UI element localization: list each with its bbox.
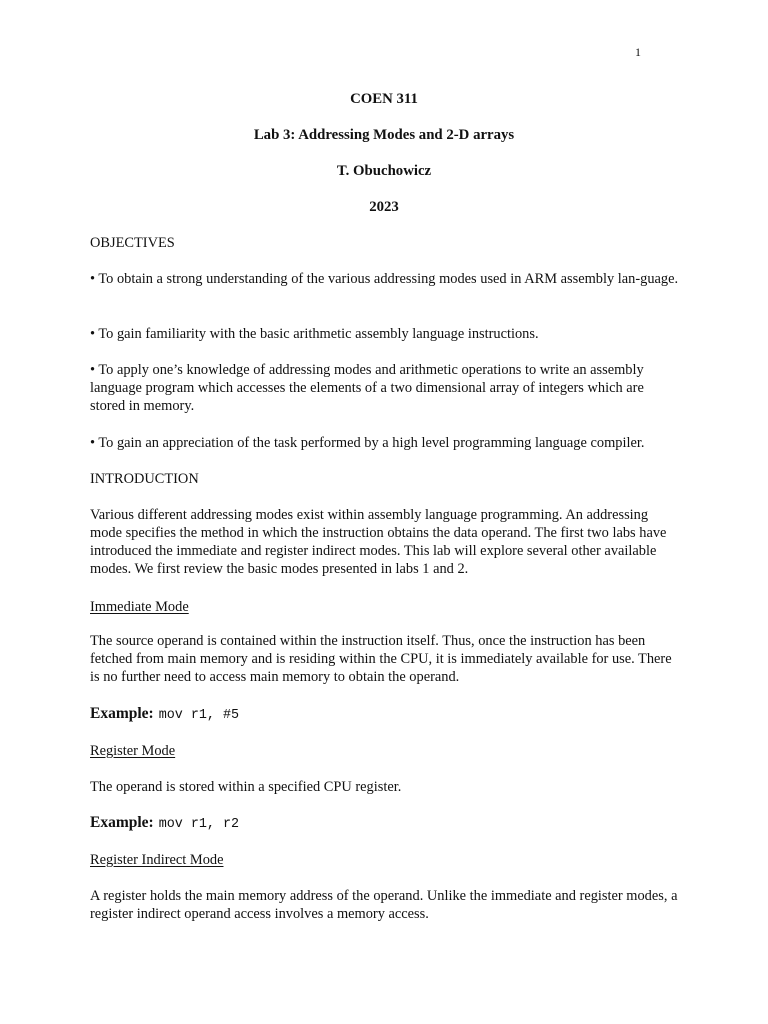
register-indirect-mode-description: A register holds the main memory address of the operand. Unlike the immediate and register modes, a register indirect operand access involves a memory access. [90,888,678,922]
immediate-mode-heading: Immediate Mode [90,599,189,615]
immediate-mode-example [90,705,239,725]
immediate-mode-description: The source operand is contained within the instruction itself. Thus, once the instruction has been fetched from main memory and is residing within the CPU, it is immediately available for use. There is no further need to access main memory to obtain the operand. [90,633,672,685]
author-name: T. Obuchowicz [336,163,432,179]
objective-item-1: • To obtain a strong understanding of the various addressing modes used in ARM assembly lan-guage. [90,271,679,287]
introduction-heading: INTRODUCTION [90,471,199,487]
register-mode-heading: Register Mode [90,743,176,759]
course-code: COEN 311 [350,91,418,107]
introduction-paragraph: Various different addressing modes exist within assembly language programming. An addressing mode specifies the method in which the instruction obtains the data operand. The first two labs have introduced the immediate and register indirect modes. This lab will explore several other available modes. We first review the basic modes presented in labs 1 and 2. [90,507,667,577]
example-code: mov r1, #5 [158,708,240,723]
objective-item-2: • To gain familiarity with the basic arithmetic assembly language instructions. [90,326,539,342]
register-indirect-mode-heading: Register Indirect Mode [90,852,224,868]
objective-item-3: • To apply one’s knowledge of addressing modes and arithmetic operations to write an assembly language program which accesses the elements of a two dimensional array of integers which are stored in memory. [90,362,644,414]
objectives-heading: OBJECTIVES [90,235,175,251]
page-number: 1 [635,45,641,59]
example-label: Example: [90,814,154,831]
register-mode-description: The operand is stored within a specified CPU register. [90,779,402,795]
lab-title: Lab 3: Addressing Modes and 2-D arrays [253,127,515,143]
document-year: 2023 [369,199,399,215]
example-label: Example: [90,705,154,722]
register-mode-example [90,814,239,834]
example-code: mov r1, r2 [158,817,240,832]
objective-item-4: • To gain an appreciation of the task performed by a high level programming language compiler. [90,435,645,451]
